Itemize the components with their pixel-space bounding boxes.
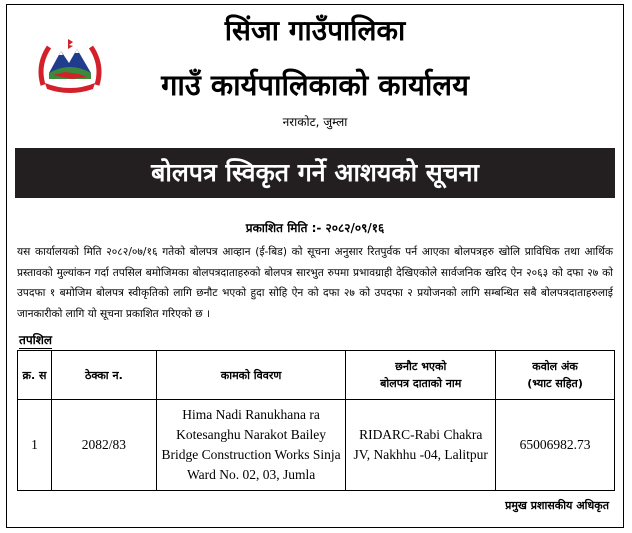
header-work-description: कामको विवरण: [156, 351, 346, 400]
header-bidder-line2: बोलपत्र दाताको नाम: [380, 377, 462, 390]
header-sn: क्र. स: [18, 351, 52, 400]
cell-work-description: Hima Nadi Ranukhana ra Kotesanghu Narakot Bailey Bridge Construction Works Sinja Ward No. 02, 03, Jumla: [156, 400, 346, 491]
signatory-title: प्रमुख प्रशासकीय अधिकृत: [505, 499, 609, 512]
details-heading: तपशिल: [19, 333, 53, 347]
cell-sn: 1: [18, 400, 52, 491]
notice-page: [6, 4, 624, 528]
header-bidder: [346, 351, 496, 400]
notice-body: यस कार्यालयको मिति २०८२/०७/१६ गतेको बोलपत्र आव्हान (ई-बिड) को सूचना अनुसार रितपुर्वक पर्न आएका बोलपत्रहरु खोलि प्राविधिक तथा आर्थिक प्रस्तावको मुल्यांकन गर्दा तपसिल बमोजिमका बोलपत्रदाताहरुको बोलपत्र सारभुत रुपमा प्रभावग्राही देखिएकोले सार्वजनिक खरिद ऐन २०६३ को दफा २७ को उपदफा १ बमोजिम बोलपत्र स्वीकृतिको लागि छनौट भएको हुदा सोहि ऐन को दफा २७ को उपदफा २ प्रयोजनको लागि सम्बन्धित सबै बोलपत्रदाताहरुलाई जानकारीको लागि यो सूचना प्रकाशित गरिएको छ ।: [17, 246, 613, 320]
table-row: [18, 400, 615, 491]
office-name: गाउँ कार्यपालिकाको कार्यालय: [161, 68, 469, 102]
notice-title-banner: बोलपत्र स्विकृत गर्ने आशयको सूचना: [15, 148, 615, 198]
cell-contract-no: 2082/83: [51, 400, 156, 491]
cell-bidder: RIDARC-Rabi Chakra JV, Nakhhu -04, Lalitpur: [346, 400, 496, 491]
award-table: [17, 350, 615, 491]
office-location: नराकोट, जुम्ला: [282, 115, 348, 129]
header-contract-no: ठेक्का न.: [51, 351, 156, 400]
published-date: प्रकाशित मिति :- २०८२/०९/१६: [245, 221, 385, 235]
municipality-name: सिंजा गाउँपालिका: [224, 14, 406, 47]
table-header-row: [18, 351, 615, 400]
header-amount-line1: कवोल अंक: [532, 360, 578, 373]
cell-amount: 65006982.73: [496, 400, 615, 491]
header-bidder-line1: छनौट भएको: [395, 360, 447, 373]
header-amount-line2: (भ्याट सहित): [527, 377, 583, 390]
header-amount: [496, 351, 615, 400]
